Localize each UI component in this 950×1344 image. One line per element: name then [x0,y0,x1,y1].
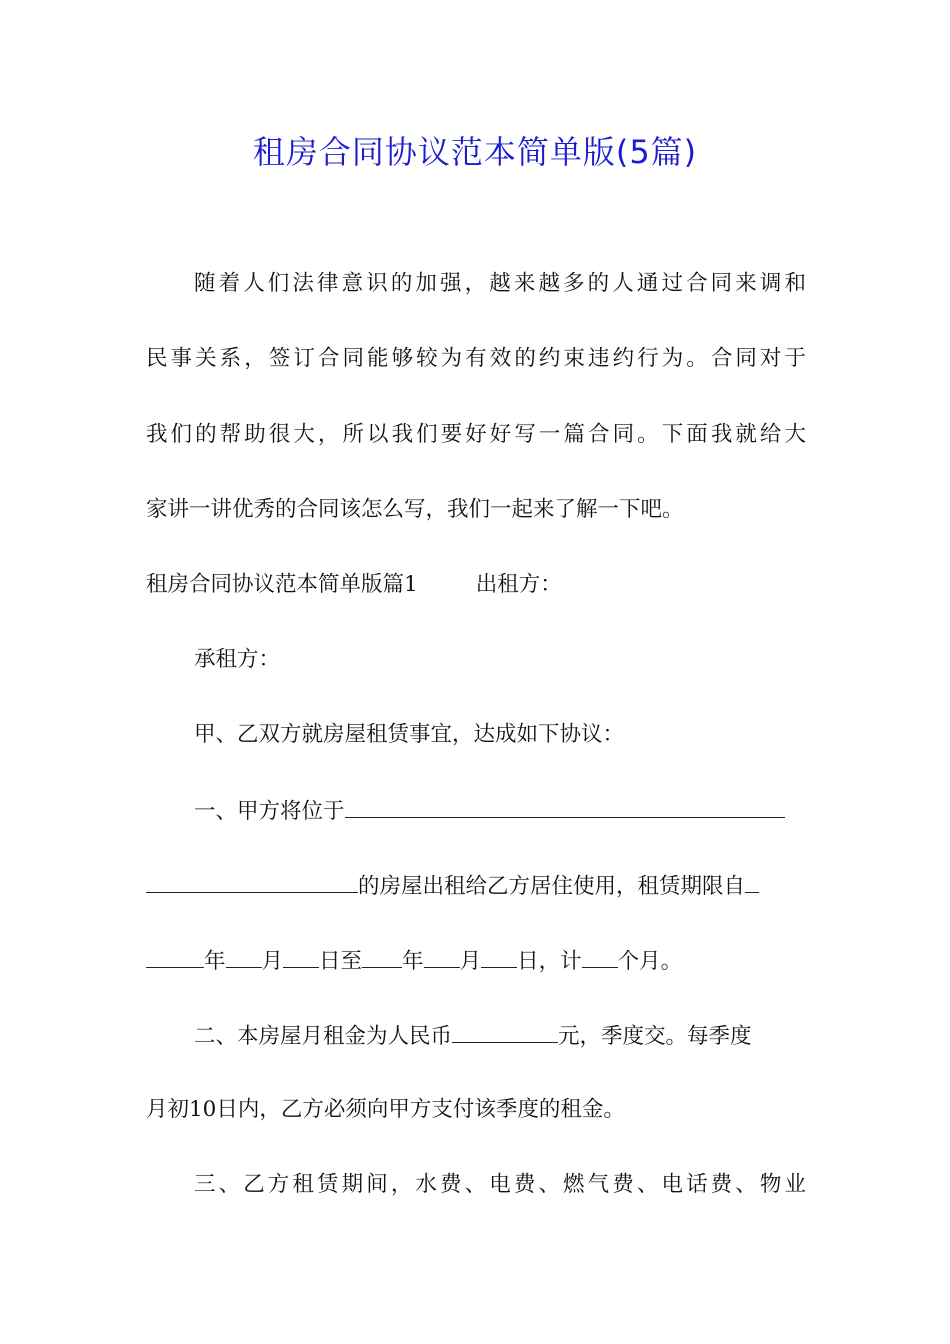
clause-1-line-1 [194,795,806,827]
start-month-blank[interactable] [226,945,262,968]
clause-1-line-3 [146,945,806,977]
address-blank-continued[interactable] [146,870,358,893]
intro-line-1: 随着人们法律意识的加强，越来越多的人通过合同来调和 [194,271,806,296]
clause-2-start: 二、本房屋月租金为人民币 [194,1024,453,1049]
end-day-blank[interactable] [481,945,517,968]
months-count-blank[interactable] [582,945,618,968]
section-heading-row [146,570,806,600]
section-heading: 租房合同协议范本简单版篇1 [146,572,418,597]
clause-1-mid: 的房屋出租给乙方居住使用，租赁期限自 [358,874,746,899]
clause-2-mid: 元，季度交。每季度 [558,1024,752,1049]
start-day-blank[interactable] [283,945,319,968]
agreement-intro: 甲、乙双方就房屋租赁事宜，达成如下协议： [194,722,625,747]
clause-3-line-1: 三、乙方租赁期间，水费、电费、燃气费、电话费、物业 [194,1172,806,1197]
intro-line-4: 家讲一讲优秀的合同该怎么写，我们一起来了解一下吧。 [146,497,684,522]
lessor-label: 出租方： [475,572,562,597]
clause-1-line-2 [146,870,806,902]
intro-line-2: 民事关系，签订合同能够较为有效的约束违约行为。合同对于 [146,346,806,371]
day-total-label: 日，计 [517,949,582,974]
end-year-blank[interactable] [362,945,402,968]
year-label-2: 年 [402,949,424,974]
address-blank[interactable] [345,795,785,818]
month-label-2: 月 [459,949,482,974]
start-year-blank-continued[interactable] [146,945,204,968]
year-label-1: 年 [204,949,226,974]
clause-2-line-1 [194,1020,806,1052]
end-month-blank[interactable] [424,945,460,968]
day-to-label: 日至 [319,949,363,974]
month-label-1: 月 [261,949,284,974]
start-year-blank[interactable] [745,870,759,893]
clause-1-start: 一、甲方将位于 [194,799,345,824]
clause-2-line-2: 月初10日内，乙方必须向甲方支付该季度的租金。 [146,1097,625,1122]
intro-line-3: 我们的帮助很大，所以我们要好好写一篇合同。下面我就给大 [146,422,806,447]
rent-amount-blank[interactable] [452,1020,558,1043]
clause-1-end: 个月。 [617,949,683,974]
document-title: 租房合同协议范本简单版(5篇) [252,133,698,171]
lessee-label: 承租方： [194,647,281,672]
